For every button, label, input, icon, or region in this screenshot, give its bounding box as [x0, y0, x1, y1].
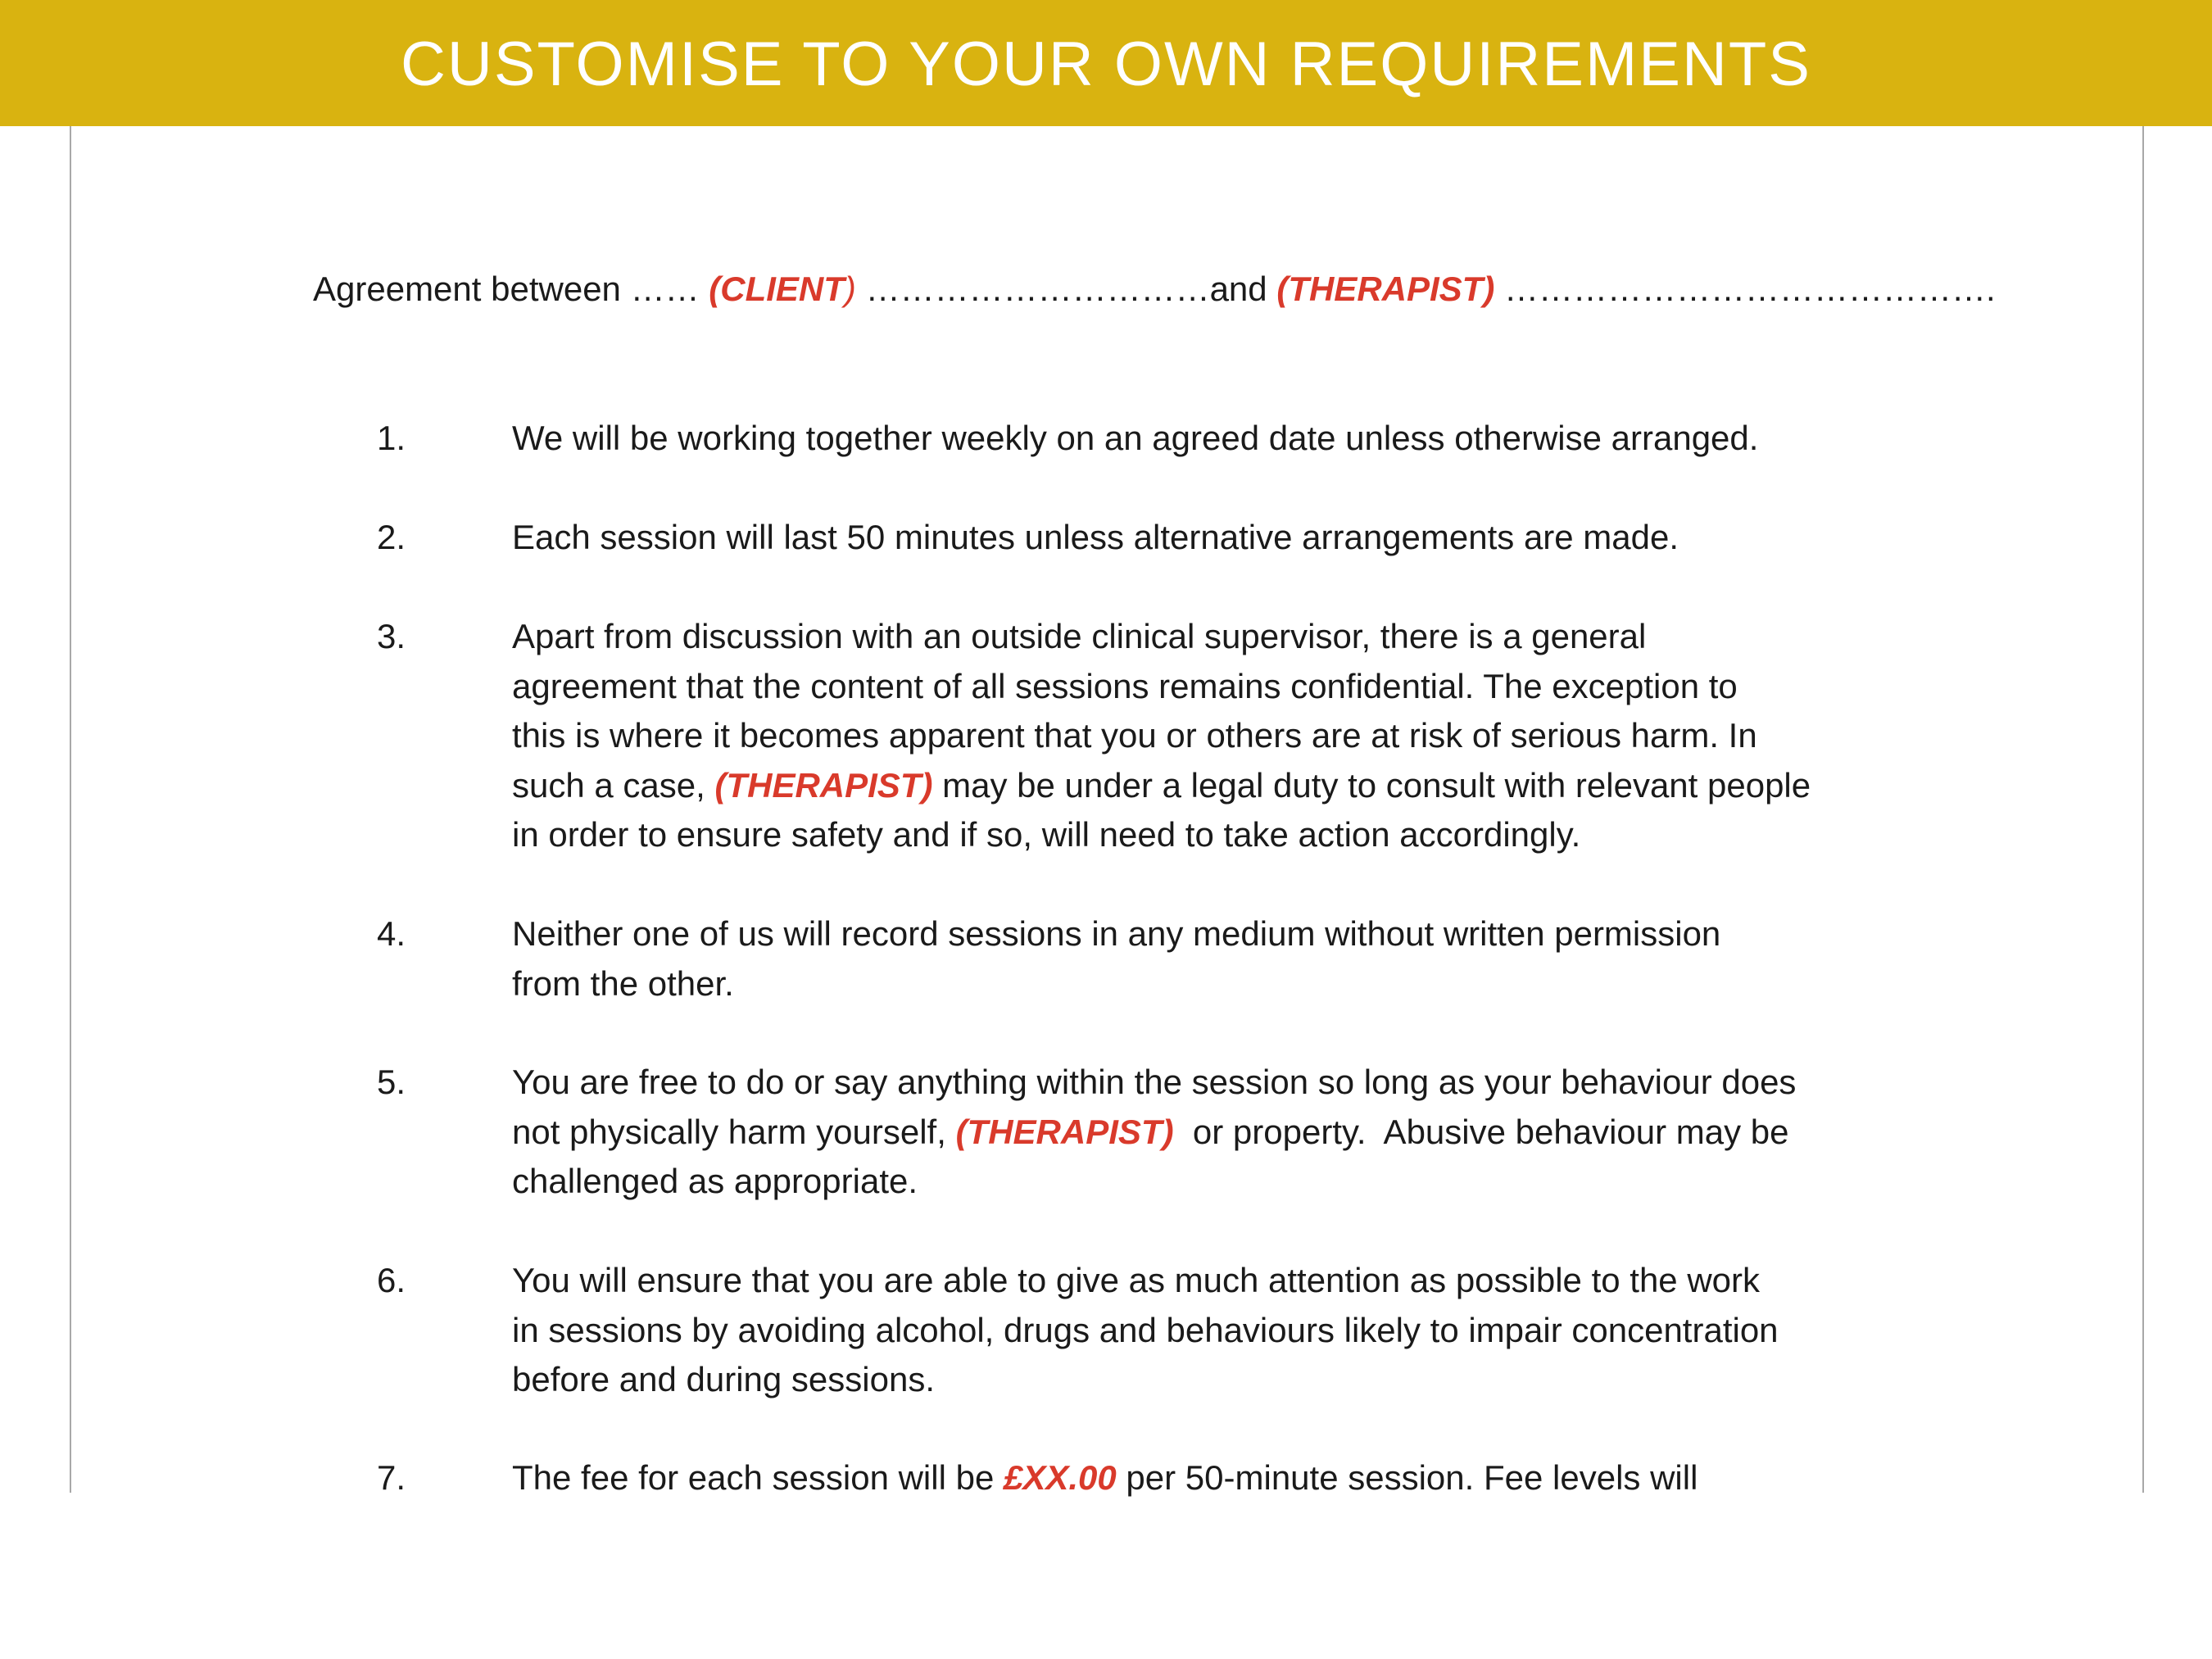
item-line	[512, 761, 1954, 811]
item-text	[512, 414, 1954, 464]
line-suffix: may be under a legal duty to consult with relevant people	[932, 765, 1811, 805]
item-line: You are free to do or say anything within the session so long as your behaviour does	[512, 1063, 1797, 1101]
item-text	[512, 1256, 1954, 1405]
line-prefix: such a case,	[512, 765, 715, 805]
item-line: You will ensure that you are able to give as much attention as possible to the work	[512, 1261, 1761, 1299]
item-text	[512, 612, 1954, 860]
item-line: from the other.	[512, 963, 734, 1003]
intro-dots-end: …………………………………….	[1494, 270, 1996, 308]
item-line: this is where it becomes apparent that you or others are at risk of serious harm. In	[512, 716, 1757, 755]
item-number: 5.	[377, 1063, 406, 1101]
item-line: in order to ensure safety and if so, will need to take action accordingly.	[512, 815, 1581, 854]
item-text	[512, 1453, 1954, 1503]
line-suffix: per 50-minute session. Fee levels will	[1116, 1458, 1698, 1497]
therapist-placeholder: (THERAPIST)	[1276, 270, 1495, 308]
item-text	[512, 909, 1954, 1009]
fee-placeholder: £XX.00	[1003, 1458, 1117, 1497]
client-placeholder: (CLIENT	[709, 270, 845, 308]
banner-title: CUSTOMISE TO YOUR OWN REQUIREMENTS	[401, 29, 1811, 99]
item-line: challenged as appropriate.	[512, 1162, 918, 1200]
item-line: Apart from discussion with an outside clinical supervisor, there is a general	[512, 617, 1647, 655]
item-line	[512, 1453, 1954, 1503]
item-number: 6.	[377, 1261, 406, 1299]
item-number: 2.	[377, 518, 406, 556]
item-line: Neither one of us will record sessions in any medium without written permission	[512, 914, 1721, 953]
line-prefix: not physically harm yourself,	[512, 1112, 956, 1151]
item-line: agreement that the content of all sessions remains confidential. The exception to	[512, 666, 1738, 705]
item-text	[512, 1058, 1954, 1207]
item-line: We will be working together weekly on an agreed date unless otherwise arranged.	[512, 419, 1759, 457]
line-suffix: or property. Abusive behaviour may be	[1173, 1112, 1789, 1151]
line-prefix: The fee for each session will be	[512, 1458, 1004, 1497]
item-line: before and during sessions.	[512, 1360, 935, 1398]
therapist-placeholder: (THERAPIST)	[714, 765, 933, 805]
intro-prefix: Agreement between ……	[313, 270, 709, 308]
item-number: 3.	[377, 617, 406, 655]
agreement-intro	[313, 266, 1996, 312]
item-number: 7.	[377, 1458, 406, 1497]
item-text	[512, 513, 1954, 563]
item-number: 4.	[377, 914, 406, 953]
client-placeholder-close: )	[844, 270, 856, 308]
item-line: in sessions by avoiding alcohol, drugs and behaviours likely to impair concentration	[512, 1310, 1779, 1349]
item-number: 1.	[377, 419, 406, 457]
intro-dots-and: …………………………and	[855, 270, 1277, 308]
item-line: Each session will last 50 minutes unless alternative arrangements are made.	[512, 518, 1679, 556]
therapist-placeholder: (THERAPIST)	[955, 1112, 1174, 1151]
item-line	[512, 1108, 1954, 1158]
